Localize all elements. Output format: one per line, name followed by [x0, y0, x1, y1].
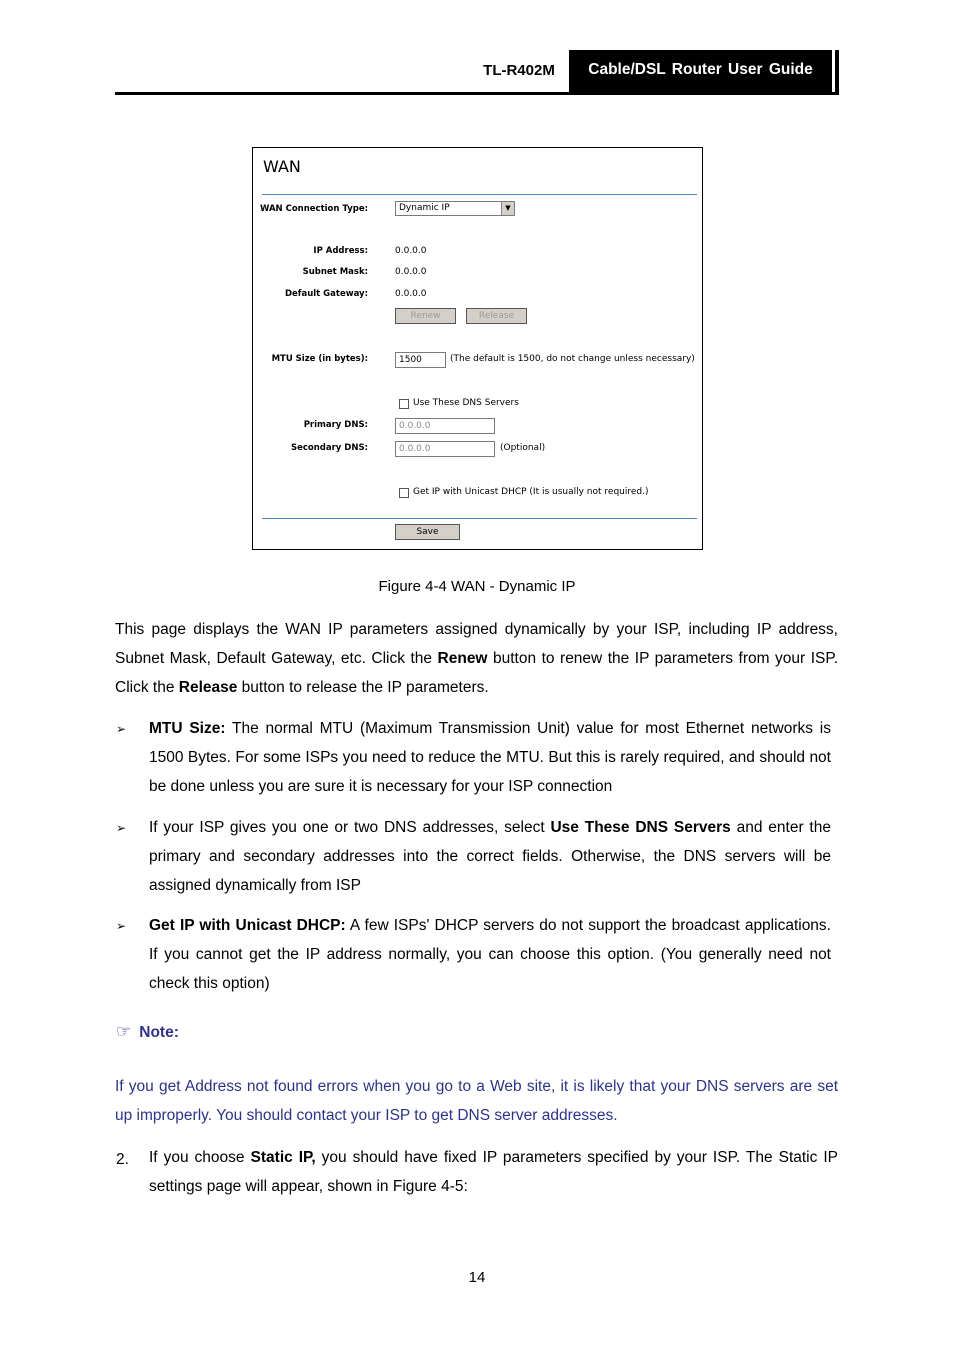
step2-text-2: you should have fixed IP parameters specified by your ISP. The Static IP settings page will appear, shown in Figure 4-5:: [149, 1149, 838, 1195]
default-gateway-label: Default Gateway:: [284, 289, 368, 299]
renew-button[interactable]: Renew: [395, 308, 456, 324]
mtu-label: MTU Size (in bytes):: [271, 354, 368, 364]
ip-address-label: IP Address:: [313, 246, 368, 256]
note-heading: [116, 1022, 179, 1042]
bullet-dns: [149, 813, 831, 900]
conn-type-label: WAN Connection Type:: [259, 204, 368, 214]
mtu-input[interactable]: 1500: [395, 352, 446, 368]
wan-title: WAN: [263, 157, 301, 176]
optional-label: (Optional): [500, 443, 546, 453]
unicast-dhcp-label: Get IP with Unicast DHCP (It is usually not required.): [413, 487, 649, 497]
primary-dns-input[interactable]: 0.0.0.0: [395, 418, 495, 434]
subnet-mask-label: Subnet Mask:: [302, 267, 368, 277]
bullet-dns-text-2: and enter the primary and secondary addresses into the correct fields. Otherwise, the DNS servers will be assigned dynamically from ISP: [149, 819, 831, 894]
ip-address-value: 0.0.0.0: [395, 246, 427, 256]
subnet-mask-value: 0.0.0.0: [395, 267, 427, 277]
footer-divider: [262, 518, 697, 519]
intro-renew: Renew: [437, 650, 488, 667]
header-model: TL-R402M: [483, 62, 555, 79]
bullet-arrow-icon: ➢: [116, 722, 127, 736]
intro-text-1: This page displays the WAN IP parameters assigned dynamically by your ISP, including IP address, Subnet Mask, Default Gateway, etc. Click the: [115, 621, 838, 667]
header-edge-bar: [835, 50, 839, 93]
conn-type-select[interactable]: [395, 201, 515, 216]
pointing-hand-icon: ☞: [116, 1022, 132, 1041]
header-guide-title: Cable/DSL Router User Guide: [569, 50, 832, 93]
wan-settings-figure: [252, 147, 703, 550]
mtu-note: (The default is 1500, do not change unless necessary): [450, 354, 695, 364]
intro-release: Release: [178, 679, 238, 696]
title-divider: [262, 194, 697, 195]
primary-dns-label: Primary DNS:: [303, 420, 368, 430]
header-rule: [115, 92, 839, 95]
page-number: 14: [468, 1269, 486, 1286]
use-dns-label: Use These DNS Servers: [413, 398, 519, 408]
note-text: If you get Address not found errors when you go to a Web site, it is likely that your DNS servers are set up improperly. You should contact your ISP to get DNS server addresses.: [115, 1078, 838, 1124]
conn-type-value: Dynamic IP: [399, 203, 450, 213]
save-button[interactable]: Save: [395, 524, 460, 540]
intro-text-2: button to renew the IP parameters from your ISP. Click the: [115, 650, 839, 696]
bullet-unicast: [149, 911, 831, 998]
bullet-dns-text-1: If your ISP gives you one or two DNS addresses, select: [149, 819, 551, 836]
bullet-arrow-icon: ➢: [116, 919, 127, 933]
figure-caption: Figure 4-4 WAN - Dynamic IP: [378, 578, 576, 595]
release-button[interactable]: Release: [466, 308, 527, 324]
step2-paragraph: [149, 1143, 838, 1201]
note-heading-text: Note:: [139, 1024, 179, 1041]
bullet-dns-bold: Use These DNS Servers: [550, 819, 731, 836]
secondary-dns-input[interactable]: 0.0.0.0: [395, 441, 495, 457]
default-gateway-value: 0.0.0.0: [395, 289, 427, 299]
bullet-unicast-text: A few ISPs' DHCP servers do not support the broadcast applications. If you cannot get the IP address normally, you can choose this option. (You generally need not check this option): [149, 917, 831, 992]
bullet-mtu-text: The normal MTU (Maximum Transmission Unit) value for most Ethernet networks is 1500 Bytes. For some ISPs you need to reduce the MTU. But this is rarely required, and should not be done unless you are sure it is necessary for your ISP connection: [149, 720, 831, 795]
secondary-dns-label: Secondary DNS:: [290, 443, 368, 453]
bullet-unicast-title: Get IP with Unicast DHCP:: [149, 917, 346, 934]
intro-text-3: button to release the IP parameters.: [237, 679, 489, 696]
unicast-dhcp-checkbox[interactable]: [399, 488, 409, 498]
step-number: 2.: [116, 1151, 129, 1168]
use-dns-checkbox[interactable]: [399, 399, 409, 409]
bullet-mtu-title: MTU Size:: [149, 720, 226, 737]
step2-text-1: If you choose: [149, 1149, 251, 1166]
bullet-arrow-icon: ➢: [116, 821, 127, 835]
bullet-mtu: [149, 714, 831, 801]
step2-bold: Static IP,: [250, 1149, 316, 1166]
intro-paragraph: [115, 615, 838, 702]
chevron-down-icon[interactable]: ▼: [501, 202, 514, 215]
